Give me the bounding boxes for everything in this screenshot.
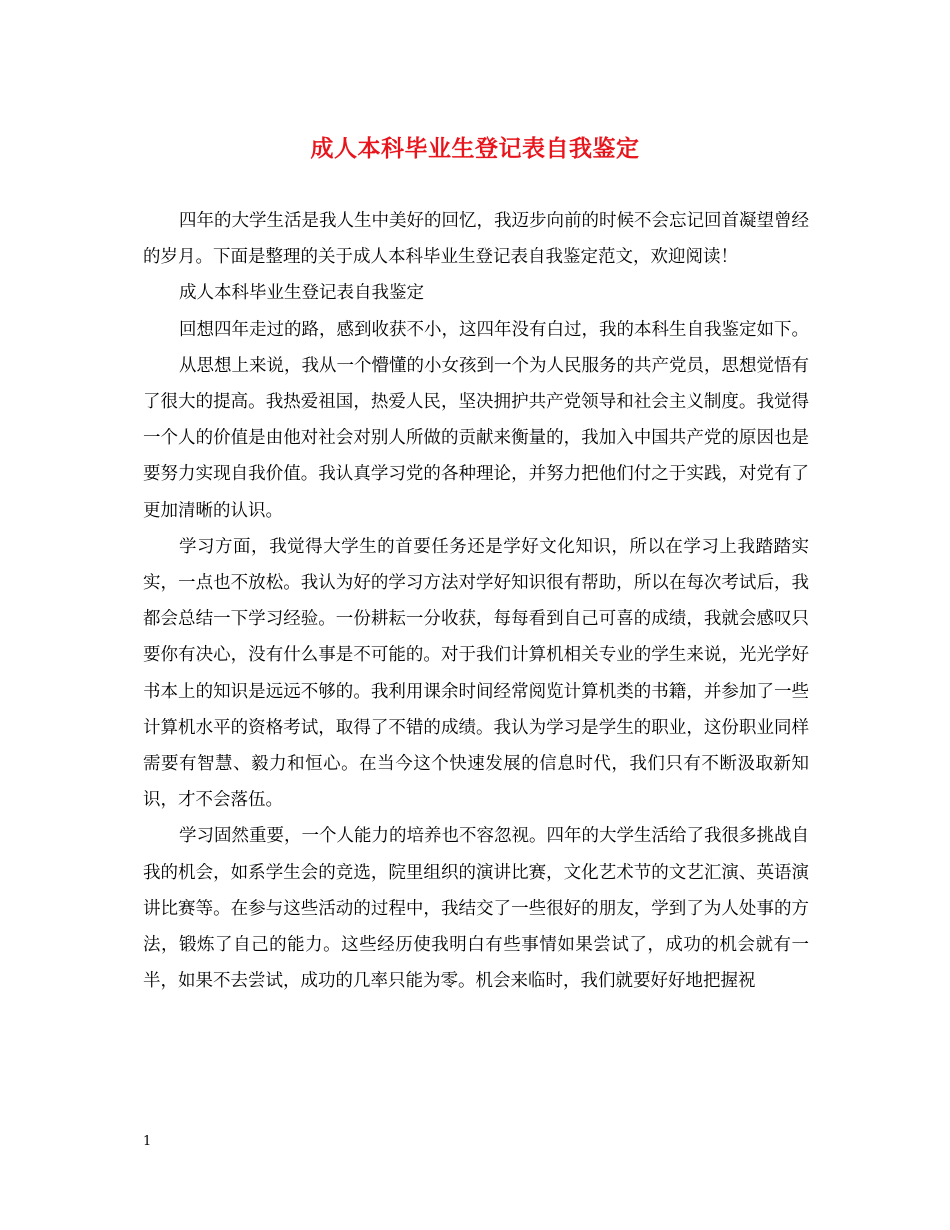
paragraph-subtitle: 成人本科毕业生登记表自我鉴定 [179, 283, 424, 304]
page-number: 1 [143, 1134, 152, 1149]
paragraph-study: 学习方面，我觉得大学生的首要任务还是学好文化知识，所以在学习上我踏踏实实，一点也不放松。我认为好的学习方法对学好知识很有帮助，所以在每次考试后，我都会总结一下学习经验。一份耕耘一分收获，每每看到自己可喜的成绩，我就会感叹只要你有决心，没有什么事是不可能的。对于我们计算机相关专业的学生来说，光光学好书本上的知识是远远不够的。我利用课余时间经常阅览计算机类的书籍，并参加了一些计算机水平的资格考试，取得了不错的成绩。我认为学习是学生的职业，这份职业同样需要有智慧、毅力和恒心。在当今这个快速发展的信息时代，我们只有不断汲取新知识，才不会落伍。 [143, 536, 809, 811]
document-body [143, 203, 809, 999]
paragraph-review: 回想四年走过的路，感到收获不小，这四年没有白过，我的本科生自我鉴定如下。 [179, 319, 809, 340]
paragraph-ability: 学习固然重要，一个人能力的培养也不容忽视。四年的大学生活给了我很多挑战自我的机会，如系学生会的竞选，院里组织的演讲比赛，文化艺术节的文艺汇演、英语演讲比赛等。在参与这些活动的过程中，我结交了一些很好的朋友，学到了为人处事的方法，锻炼了自己的能力。这些经历使我明白有些事情如果尝试了，成功的机会就有一半，如果不去尝试，成功的几率只能为零。机会来临时，我们就要好好地把握祝 [143, 826, 809, 992]
paragraph-intro: 四年的大学生活是我人生中美好的回忆，我迈步向前的时候不会忘记回首凝望曾经的岁月。下面是整理的关于成人本科毕业生登记表自我鉴定范文，欢迎阅读！ [143, 211, 809, 268]
document-title: 成人本科毕业生登记表自我鉴定 [310, 135, 640, 162]
paragraph-ideology: 从思想上来说，我从一个懵懂的小女孩到一个为人民服务的共产党员，思想觉悟有了很大的提高。我热爱祖国，热爱人民，坚决拥护共产党领导和社会主义制度。我觉得一个人的价值是由他对社会对别人所做的贡献来衡量的，我加入中国共产党的原因也是要努力实现自我价值。我认真学习党的各种理论，并努力把他们付之于实践，对党有了更加清晰的认识。 [143, 355, 809, 521]
